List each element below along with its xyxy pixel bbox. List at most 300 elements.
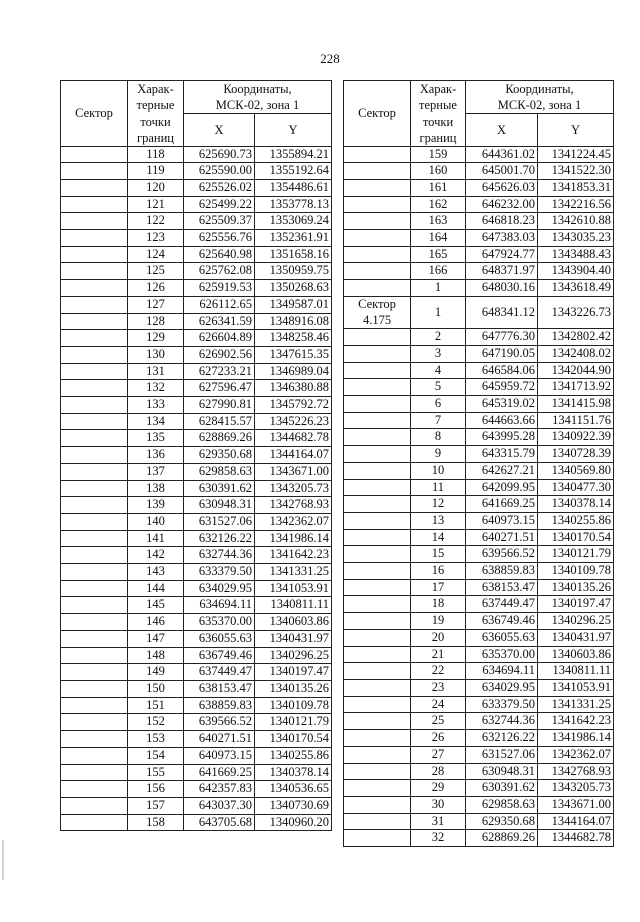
table-row (61, 647, 332, 664)
cell-sector (344, 345, 411, 362)
cell-point: 136 (128, 447, 184, 464)
cell-x: 643315.79 (466, 446, 538, 463)
table-row (344, 746, 614, 763)
cell-point: 1 (411, 296, 466, 328)
cell-y: 1340811.11 (538, 663, 614, 680)
table-row (344, 280, 614, 297)
table-row (61, 313, 332, 330)
cell-x: 643037.30 (184, 797, 255, 814)
cell-point: 7 (411, 412, 466, 429)
table-row (61, 781, 332, 798)
cell-point: 137 (128, 463, 184, 480)
table-row (61, 430, 332, 447)
cell-x: 634694.11 (466, 663, 538, 680)
table-row (344, 730, 614, 747)
cell-point: 16 (411, 563, 466, 580)
cell-x: 647190.05 (466, 345, 538, 362)
cell-point: 25 (411, 713, 466, 730)
cell-sector (61, 547, 128, 564)
cell-y: 1341853.31 (538, 179, 614, 196)
cell-y: 1341053.91 (538, 680, 614, 697)
cell-y: 1341415.98 (538, 396, 614, 413)
table-row (344, 446, 614, 463)
cell-sector (344, 646, 411, 663)
table-row (344, 263, 614, 280)
cell-y: 1345792.72 (255, 397, 332, 414)
table-row (344, 663, 614, 680)
cell-sector (344, 529, 411, 546)
table-row (61, 764, 332, 781)
cell-y: 1341713.92 (538, 379, 614, 396)
table-row (344, 479, 614, 496)
cell-point: 9 (411, 446, 466, 463)
cell-point: 14 (411, 529, 466, 546)
cell-y: 1342408.02 (538, 345, 614, 362)
cell-y: 1340569.80 (538, 462, 614, 479)
cell-sector (61, 363, 128, 380)
table-row (344, 529, 614, 546)
table-row (61, 380, 332, 397)
cell-point: 147 (128, 630, 184, 647)
table-row (344, 213, 614, 230)
cell-sector (344, 163, 411, 180)
cell-y: 1342768.93 (255, 497, 332, 514)
table-row (344, 613, 614, 630)
cell-point: 145 (128, 597, 184, 614)
cell-sector (61, 313, 128, 330)
table-row (344, 646, 614, 663)
table-row (61, 747, 332, 764)
cell-y: 1340536.65 (255, 781, 332, 798)
cell-y: 1340109.78 (538, 563, 614, 580)
table-row (344, 579, 614, 596)
cell-y: 1342362.07 (538, 746, 614, 763)
cell-point: 158 (128, 814, 184, 831)
cell-point: 151 (128, 697, 184, 714)
cell-x: 637449.47 (184, 664, 255, 681)
cell-x: 626902.56 (184, 346, 255, 363)
cell-y: 1342610.88 (538, 213, 614, 230)
table-row (61, 681, 332, 698)
cell-x: 640271.51 (466, 529, 538, 546)
cell-sector (61, 714, 128, 731)
cell-sector (344, 613, 411, 630)
cell-sector (61, 480, 128, 497)
cell-y: 1341986.14 (255, 530, 332, 547)
cell-point: 23 (411, 680, 466, 697)
cell-sector (344, 362, 411, 379)
table-row (61, 597, 332, 614)
table-row (61, 330, 332, 347)
cell-x: 627596.47 (184, 380, 255, 397)
cell-point: 27 (411, 746, 466, 763)
cell-x: 644663.66 (466, 412, 538, 429)
table-row (61, 630, 332, 647)
cell-point: 13 (411, 512, 466, 529)
cell-sector (344, 713, 411, 730)
cell-x: 625556.76 (184, 230, 255, 247)
cell-point: 12 (411, 496, 466, 513)
table-row (344, 296, 614, 328)
cell-x: 647776.30 (466, 329, 538, 346)
cell-x: 647924.77 (466, 246, 538, 263)
cell-x: 625509.37 (184, 213, 255, 230)
cell-sector (61, 681, 128, 698)
cell-point: 123 (128, 230, 184, 247)
cell-y: 1346380.88 (255, 380, 332, 397)
cell-y: 1350959.75 (255, 263, 332, 280)
cell-sector (344, 429, 411, 446)
cell-y: 1349587.01 (255, 296, 332, 313)
cell-sector (344, 329, 411, 346)
cell-y: 1340296.25 (255, 647, 332, 664)
cell-point: 130 (128, 346, 184, 363)
cell-x: 648030.16 (466, 280, 538, 297)
cell-y: 1343226.73 (538, 296, 614, 328)
table-row (61, 480, 332, 497)
cell-x: 634029.95 (184, 580, 255, 597)
cell-x: 632126.22 (184, 530, 255, 547)
cell-y: 1340255.86 (255, 747, 332, 764)
cell-y: 1342768.93 (538, 763, 614, 780)
cell-y: 1343488.43 (538, 246, 614, 263)
cell-y: 1353778.13 (255, 196, 332, 213)
cell-sector (61, 580, 128, 597)
cell-y: 1340121.79 (255, 714, 332, 731)
cell-sector (344, 763, 411, 780)
cell-y: 1340197.47 (255, 664, 332, 681)
cell-y: 1350268.63 (255, 280, 332, 297)
cell-sector (344, 596, 411, 613)
cell-point: 18 (411, 596, 466, 613)
table-row (61, 246, 332, 263)
table-row (344, 629, 614, 646)
cell-y: 1340378.14 (255, 764, 332, 781)
cell-sector (344, 663, 411, 680)
cell-point: 148 (128, 647, 184, 664)
table-row (61, 280, 332, 297)
cell-x: 646584.06 (466, 362, 538, 379)
cell-point: 157 (128, 797, 184, 814)
table-row (344, 596, 614, 613)
table-row (61, 447, 332, 464)
cell-point: 135 (128, 430, 184, 447)
page-number: 228 (320, 51, 340, 66)
table-row (344, 362, 614, 379)
table-row (344, 462, 614, 479)
cell-sector (61, 146, 128, 163)
cell-point: 140 (128, 513, 184, 530)
table-row (344, 512, 614, 529)
cell-sector (344, 246, 411, 263)
cell-y: 1343035.23 (538, 230, 614, 247)
cell-sector (61, 380, 128, 397)
cell-x: 626604.89 (184, 330, 255, 347)
cell-sector (61, 163, 128, 180)
cell-x: 628869.26 (466, 830, 538, 847)
cell-x: 635370.00 (466, 646, 538, 663)
cell-sector (61, 630, 128, 647)
cell-x: 630391.62 (184, 480, 255, 497)
cell-sector (344, 813, 411, 830)
cell-y: 1340121.79 (538, 546, 614, 563)
header-y: Y (255, 114, 332, 147)
cell-point: 15 (411, 546, 466, 563)
cell-y: 1348916.08 (255, 313, 332, 330)
cell-sector (61, 246, 128, 263)
cell-point: 120 (128, 179, 184, 196)
cell-sector (344, 146, 411, 163)
cell-y: 1353069.24 (255, 213, 332, 230)
cell-point: 118 (128, 146, 184, 163)
cell-y: 1341053.91 (255, 580, 332, 597)
cell-y: 1340197.47 (538, 596, 614, 613)
table-row (61, 196, 332, 213)
cell-point: 19 (411, 613, 466, 630)
cell-sector (344, 512, 411, 529)
cell-x: 625690.73 (184, 146, 255, 163)
header-coordinates: Координаты, МСК-02, зона 1 (466, 81, 614, 114)
cell-sector (344, 396, 411, 413)
table-row (61, 547, 332, 564)
cell-x: 626341.59 (184, 313, 255, 330)
cell-sector (61, 230, 128, 247)
cell-x: 629858.63 (184, 463, 255, 480)
cell-x: 645319.02 (466, 396, 538, 413)
cell-x: 642099.95 (466, 479, 538, 496)
cell-x: 629350.68 (184, 447, 255, 464)
table-row (344, 813, 614, 830)
cell-y: 1342802.42 (538, 329, 614, 346)
cell-y: 1342044.90 (538, 362, 614, 379)
cell-sector (344, 179, 411, 196)
cell-y: 1345226.23 (255, 413, 332, 430)
table-row (61, 497, 332, 514)
cell-y: 1344682.78 (255, 430, 332, 447)
cell-y: 1340811.11 (255, 597, 332, 614)
cell-point: 162 (411, 196, 466, 213)
cell-x: 625919.53 (184, 280, 255, 297)
cell-sector (61, 781, 128, 798)
cell-point: 154 (128, 747, 184, 764)
header-coordinates: Координаты, МСК-02, зона 1 (184, 81, 332, 114)
cell-y: 1341642.23 (255, 547, 332, 564)
cell-x: 625640.98 (184, 246, 255, 263)
cell-point: 29 (411, 780, 466, 797)
cell-sector (344, 730, 411, 747)
cell-sector (61, 463, 128, 480)
cell-x: 630948.31 (466, 763, 538, 780)
cell-sector (61, 497, 128, 514)
cell-y: 1340170.54 (538, 529, 614, 546)
cell-y: 1341151.76 (538, 412, 614, 429)
cell-x: 639566.52 (184, 714, 255, 731)
cell-y: 1340135.26 (538, 579, 614, 596)
header-points-bottom: точки границ (128, 114, 184, 147)
header-x: X (466, 114, 538, 147)
cell-x: 643705.68 (184, 814, 255, 831)
cell-y: 1340730.69 (255, 797, 332, 814)
table-row (344, 146, 614, 163)
cell-x: 633379.50 (184, 564, 255, 581)
cell-point: 5 (411, 379, 466, 396)
cell-point: 146 (128, 614, 184, 631)
cell-x: 646818.23 (466, 213, 538, 230)
cell-x: 630391.62 (466, 780, 538, 797)
cell-point: 153 (128, 731, 184, 748)
table-row (344, 563, 614, 580)
cell-x: 645959.72 (466, 379, 538, 396)
cell-sector (344, 546, 411, 563)
table-row (344, 196, 614, 213)
cell-y: 1347615.35 (255, 346, 332, 363)
cell-y: 1340135.26 (255, 681, 332, 698)
cell-sector (61, 513, 128, 530)
cell-x: 636055.63 (184, 630, 255, 647)
cell-sector (61, 280, 128, 297)
cell-sector (61, 597, 128, 614)
cell-y: 1340477.30 (538, 479, 614, 496)
cell-point: 160 (411, 163, 466, 180)
cell-point: 1 (411, 280, 466, 297)
cell-point: 141 (128, 530, 184, 547)
cell-point: 166 (411, 263, 466, 280)
cell-sector (344, 696, 411, 713)
table-row (344, 246, 614, 263)
cell-sector (344, 280, 411, 297)
header-points-top: Харак- терные (411, 81, 466, 114)
cell-sector (344, 563, 411, 580)
cell-x: 636749.46 (184, 647, 255, 664)
cell-y: 1348258.46 (255, 330, 332, 347)
cell-point: 165 (411, 246, 466, 263)
cell-y: 1340170.54 (255, 731, 332, 748)
cell-y: 1340296.25 (538, 613, 614, 630)
cell-point: 21 (411, 646, 466, 663)
cell-point: 152 (128, 714, 184, 731)
cell-sector (61, 330, 128, 347)
cell-x: 648341.12 (466, 296, 538, 328)
cell-sector (61, 814, 128, 831)
cell-point: 126 (128, 280, 184, 297)
cell-sector (61, 296, 128, 313)
cell-sector (61, 647, 128, 664)
cell-x: 645626.03 (466, 179, 538, 196)
cell-x: 627990.81 (184, 397, 255, 414)
cell-y: 1340960.20 (255, 814, 332, 831)
cell-x: 628415.57 (184, 413, 255, 430)
cell-point: 133 (128, 397, 184, 414)
cell-point: 128 (128, 313, 184, 330)
cell-sector (61, 397, 128, 414)
table-row (344, 179, 614, 196)
cell-sector (61, 447, 128, 464)
cell-x: 637449.47 (466, 596, 538, 613)
cell-point: 142 (128, 547, 184, 564)
table-row (344, 379, 614, 396)
cell-sector (344, 479, 411, 496)
cell-x: 634694.11 (184, 597, 255, 614)
cell-point: 129 (128, 330, 184, 347)
cell-point: 2 (411, 329, 466, 346)
cell-sector (61, 797, 128, 814)
cell-y: 1341331.25 (255, 564, 332, 581)
cell-y: 1343671.00 (255, 463, 332, 480)
cell-x: 646232.00 (466, 196, 538, 213)
cell-sector (344, 263, 411, 280)
cell-y: 1342216.56 (538, 196, 614, 213)
table-row (344, 412, 614, 429)
cell-sector (61, 664, 128, 681)
cell-x: 632744.36 (184, 547, 255, 564)
cell-sector (344, 629, 411, 646)
cell-y: 1343618.49 (538, 280, 614, 297)
cell-point: 26 (411, 730, 466, 747)
cell-point: 159 (411, 146, 466, 163)
coordinates-table-left (60, 80, 332, 831)
scan-artifact (2, 840, 4, 880)
table-row (344, 546, 614, 563)
cell-sector (61, 764, 128, 781)
cell-y: 1344164.07 (255, 447, 332, 464)
cell-point: 149 (128, 664, 184, 681)
cell-sector (61, 430, 128, 447)
table-row (61, 179, 332, 196)
cell-x: 640271.51 (184, 731, 255, 748)
cell-x: 639566.52 (466, 546, 538, 563)
cell-sector (344, 496, 411, 513)
cell-sector (61, 413, 128, 430)
cell-x: 638153.47 (184, 681, 255, 698)
table-row (344, 780, 614, 797)
table-row (344, 763, 614, 780)
table-row (344, 713, 614, 730)
table-row (61, 346, 332, 363)
cell-x: 640973.15 (466, 512, 538, 529)
table-row (61, 413, 332, 430)
table-row (344, 680, 614, 697)
cell-point: 144 (128, 580, 184, 597)
cell-x: 641669.25 (466, 496, 538, 513)
cell-y: 1344682.78 (538, 830, 614, 847)
cell-x: 632744.36 (466, 713, 538, 730)
cell-x: 647383.03 (466, 230, 538, 247)
cell-point: 24 (411, 696, 466, 713)
table-row (61, 397, 332, 414)
cell-sector (61, 346, 128, 363)
cell-point: 139 (128, 497, 184, 514)
table-row (61, 513, 332, 530)
cell-y: 1343205.73 (255, 480, 332, 497)
cell-x: 642357.83 (184, 781, 255, 798)
cell-y: 1341522.30 (538, 163, 614, 180)
cell-y: 1343205.73 (538, 780, 614, 797)
cell-point: 161 (411, 179, 466, 196)
cell-x: 627233.21 (184, 363, 255, 380)
cell-point: 122 (128, 213, 184, 230)
cell-x: 625762.08 (184, 263, 255, 280)
cell-sector (344, 796, 411, 813)
table-row (61, 564, 332, 581)
cell-x: 631527.06 (184, 513, 255, 530)
table-row (61, 664, 332, 681)
cell-sector (61, 263, 128, 280)
cell-sector (61, 697, 128, 714)
cell-sector (344, 412, 411, 429)
cell-y: 1341331.25 (538, 696, 614, 713)
cell-sector (61, 213, 128, 230)
table-row (61, 714, 332, 731)
